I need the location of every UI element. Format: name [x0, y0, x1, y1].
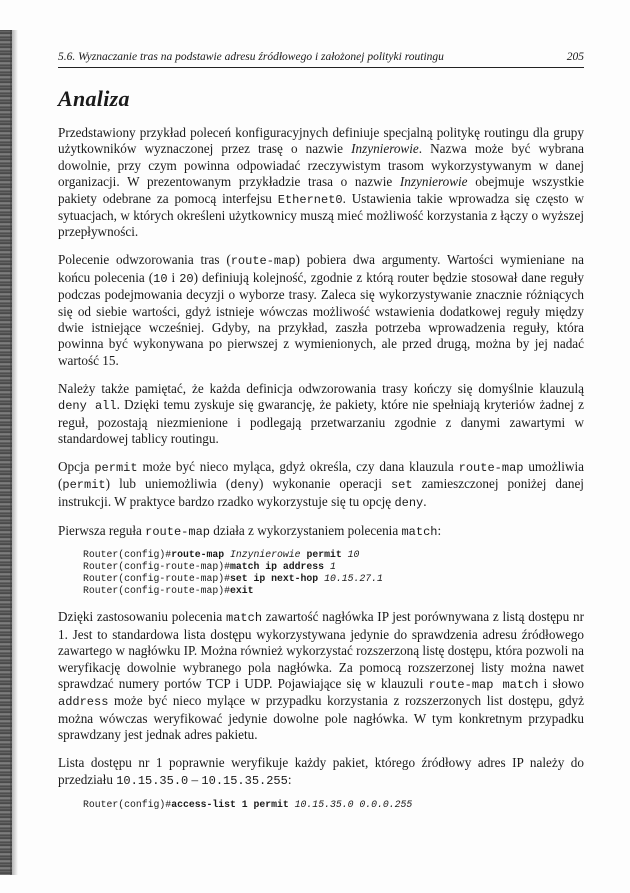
inline-code: permit — [62, 478, 106, 493]
code-keyword: set ip next-hop — [229, 573, 319, 585]
inline-code: 10 — [153, 271, 168, 286]
inline-code: address — [58, 695, 109, 710]
binding-shadow — [10, 30, 18, 875]
text: i — [167, 269, 180, 285]
emphasis: Inzynierowie — [351, 141, 419, 157]
code-line — [83, 799, 584, 811]
text: : — [437, 522, 442, 538]
text: może być nieco mylące w przypadku korzystania z rozszerzonych list dostępu, gdyż można wówczas weryfikować jedynie dowolne pole nagłówka. W tym konkretnym przypadku sprawdzany jest jednak adres pakietu. — [58, 693, 584, 743]
text: i słowo — [538, 676, 584, 692]
paragraph-7 — [58, 755, 584, 789]
code-block-route-map — [83, 549, 584, 597]
text: Opcja — [58, 458, 95, 474]
code-keyword: exit — [229, 585, 254, 597]
code-prompt: Router(config-route-map)# — [83, 561, 230, 573]
running-header — [58, 50, 584, 68]
inline-code: permit — [94, 460, 138, 475]
code-line — [83, 573, 584, 585]
inline-code: deny — [394, 495, 424, 510]
code-keyword: match ip address — [229, 561, 325, 573]
running-title: 5.6. Wyznaczanie tras na podstawie adresu źródłowego i założonej polityki routingu — [58, 51, 444, 63]
inline-code: 10.15.35.255 — [201, 773, 288, 788]
text: zawartość nagłówka IP jest porównywana z listą dostępu nr 1. Jest to standardowa lista dostępu wykorzystywana jedynie do sprawdzenia adresu źródłowego zawartego w nagłówku IP. Można również wykorzystać rozszerzoną listę dostępu, która pozwoli na weryfikację dowolnie wybranego pola nagłówka. Za pomocą rozszerzonej listy można nawet sprawdzać numery portów TCP i UDP. Pojawiające się w klauzuli — [58, 609, 584, 692]
inline-code: route-map — [145, 524, 210, 539]
code-keyword: access-list 1 permit — [171, 798, 289, 810]
text: ) wykonanie operacji — [259, 476, 391, 492]
code-argument: 1 — [329, 561, 336, 573]
code-prompt: Router(config)# — [83, 798, 172, 810]
code-prompt: Router(config-route-map)# — [83, 573, 230, 585]
code-block-access-list — [83, 799, 584, 811]
code-argument: 10.15.35.0 0.0.0.255 — [294, 798, 413, 810]
inline-code: route-map — [230, 254, 296, 269]
code-argument: 10.15.27.1 — [324, 573, 383, 585]
text: Przedstawiony przykład poleceń konfiguracyjnych definiuje specjalną politykę routingu dla grupy użytkowników wyznaczonej przez trasę o nazwie — [58, 125, 584, 157]
text: może być nieco myląca, gdyż określa, czy dana klauzula — [137, 458, 459, 474]
inline-code: Ethernet0 — [277, 192, 343, 207]
text: ) lub uniemożliwia ( — [105, 476, 231, 492]
inline-code: 20 — [179, 271, 194, 286]
text: Dzięki zastosowaniu polecenia — [58, 609, 227, 625]
code-prompt: Router(config)# — [83, 549, 172, 561]
text: ) definiują kolejność, zgodnie z którą router będzie stosował dane reguły podczas podejmowania decyzji o wyborze trasy. Zaleca się wykorzystywanie znacznie różniących się od siebie wartości, gdyż istnieje wówczas możliwość wstawienia dodatkowej reguły między dwie istniejące wcześniej. Gdyby, na przykład, zaszła potrzeba wprowadzenia reguły, która powinna być wykonywana po pierwszej z wymienionych, ale przed drugą, można by jej nadać wartość 15. — [58, 269, 584, 368]
inline-code: route-map — [458, 460, 524, 475]
text: . — [423, 493, 427, 509]
text: Lista dostępu nr 1 poprawnie weryfikuje każdy pakiet, którego źródłowy adres IP należy do przedziału — [58, 755, 584, 787]
text: Należy także pamiętać, że każda definicja odwzorowania trasy kończy się domyślnie klauzulą — [58, 380, 584, 396]
text: : — [287, 771, 292, 787]
inline-code: deny — [230, 478, 260, 493]
page-content — [58, 86, 584, 823]
paragraph-3 — [58, 381, 584, 448]
inline-code: set — [390, 478, 413, 493]
code-prompt: Router(config-route-map)# — [83, 585, 230, 597]
inline-code: match — [226, 611, 263, 626]
code-line — [83, 585, 584, 597]
inline-code: match — [401, 524, 438, 539]
text: . Ustawienia takie wprowadza się często w sytuacjach, w których określeni użytkownicy muszą mieć możliwość korzystania z łączy o wyższej przepływności. — [58, 190, 584, 240]
text: Pierwsza reguła — [58, 522, 146, 538]
text: . Dzięki temu zyskuje się gwarancję, że pakiety, które nie spełniają kryteriów żadnej z reguł, pozostają niezmienione i podlegają przetwarzaniu zgodnie z danymi zawartymi w standardowej tablicy routingu. — [58, 397, 584, 446]
code-line — [83, 561, 584, 573]
paragraph-2 — [58, 252, 584, 369]
inline-code: deny all — [58, 399, 117, 414]
code-line — [83, 549, 584, 561]
text: . Nazwa może być wybrana dowolnie, przy czym powinna odpowiadać rzeczywistym trasom wykorzystywanym w danej organizacji. W prezentowanym przykładzie trasa o nazwie — [58, 141, 584, 190]
paragraph-1 — [58, 125, 584, 241]
paragraph-5 — [58, 523, 584, 540]
text: Polecenie odwzorowania tras ( — [58, 252, 231, 268]
code-keyword: permit — [300, 549, 348, 561]
inline-code: 10.15.35.0 — [116, 773, 189, 788]
code-keyword: route-map — [171, 549, 225, 561]
page-number: 205 — [566, 51, 584, 63]
text: działa z wykorzystaniem polecenia — [209, 522, 402, 538]
text: zamieszczonej poniżej danej instrukcji. W praktyce bardzo rzadko wykorzystuje się tu opcję — [58, 476, 584, 509]
text: obejmuje wszystkie pakiety odebrane za pomocą interfejsu — [58, 174, 584, 206]
paragraph-4 — [58, 459, 584, 511]
text: – — [188, 771, 202, 787]
code-argument: 10 — [347, 549, 360, 561]
text: ) pobiera dwa argumenty. Wartości wymieniane na końcu polecenia ( — [58, 252, 585, 285]
inline-code: route-map match — [428, 678, 539, 693]
paragraph-6 — [58, 609, 584, 743]
code-argument: Inzynierowie — [230, 549, 301, 561]
emphasis: Inzynierowie — [399, 174, 468, 190]
text: umożliwia ( — [58, 458, 585, 492]
section-title: Analiza — [58, 86, 130, 111]
